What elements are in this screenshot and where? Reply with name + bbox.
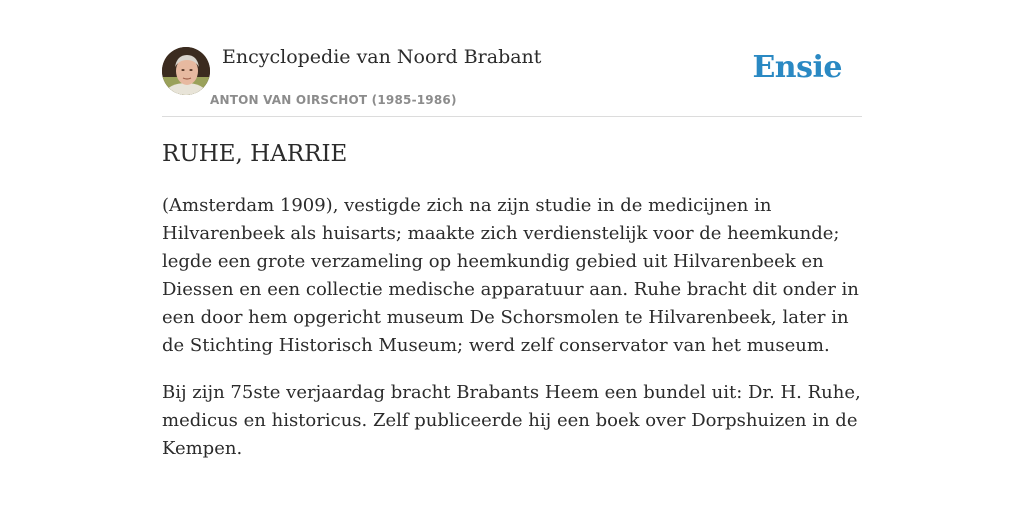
source-title[interactable]: Encyclopedie van Noord Brabant	[222, 46, 542, 68]
entry-paragraph: Bij zijn 75ste verjaardag bracht Brabants Heem een bundel uit: Dr. H. Ruhe, medicus en historicus. Zelf publiceerde hij een boek over Dorpshuizen in de Kempen.	[162, 382, 861, 459]
entry-paragraph: (Amsterdam 1909), vestigde zich na zijn studie in de medicijnen in Hilvarenbeek als huisarts; maakte zich verdienstelijk voor de heemkunde; legde een grote verzameling op heemkundig gebied uit Hilvarenbeek en Diessen en een collectie medische apparatuur aan. Ruhe bracht dit onder in een door hem opgericht museum De Schorsmolen te Hilvarenbeek, later in de Stichting Historisch Museum; werd zelf conservator van het museum.	[162, 195, 859, 356]
author-name[interactable]: ANTON VAN OIRSCHOT (1985-1986)	[210, 93, 457, 107]
entry-title: RUHE, HARRIE	[162, 141, 348, 167]
brand-logo[interactable]: Ensie	[752, 50, 842, 85]
page-container	[162, 0, 862, 459]
header	[162, 0, 862, 117]
avatar-portrait-icon	[162, 47, 210, 95]
author-avatar[interactable]	[162, 47, 210, 95]
entry-body	[162, 192, 862, 482]
